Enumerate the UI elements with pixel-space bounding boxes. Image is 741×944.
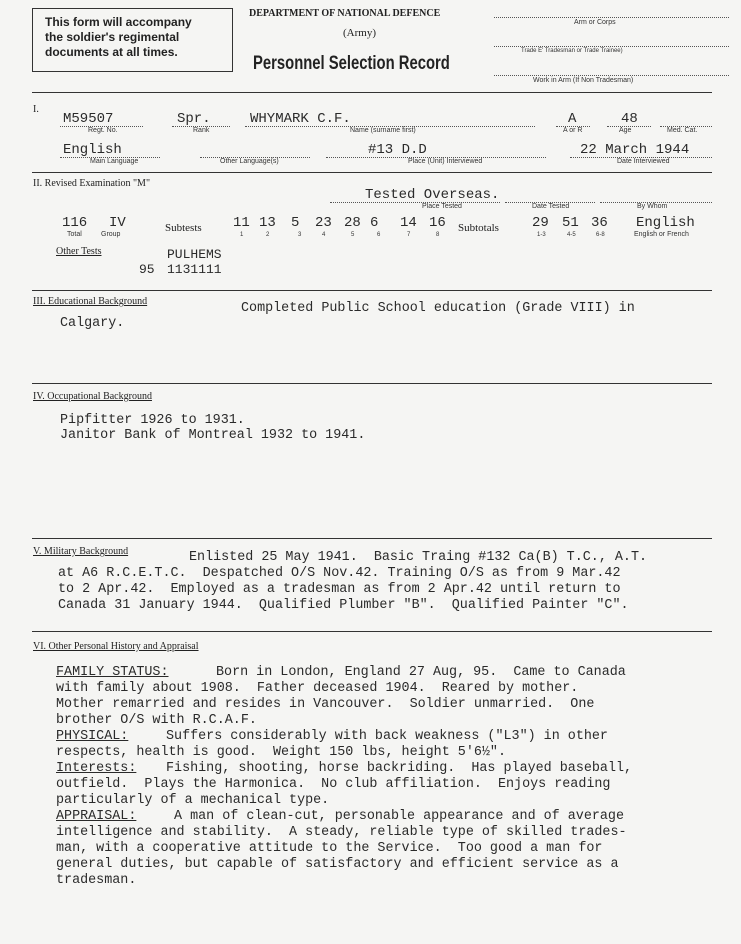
interests-line-1: Fishing, shooting, horse backriding. Has played baseball, bbox=[166, 761, 633, 776]
regt-no-value: M59507 bbox=[63, 111, 114, 127]
notice-box bbox=[32, 8, 233, 72]
main-language-label: Main Language bbox=[90, 158, 139, 165]
arm-corps-line bbox=[494, 17, 729, 18]
section-2-heading: II. Revised Examination "M" bbox=[33, 178, 151, 189]
subtotal-value: 29 bbox=[532, 215, 549, 231]
subtest-value: 11 bbox=[233, 215, 250, 231]
appraisal-line-4: general duties, but capable of satisfactory and efficient service as a bbox=[56, 857, 619, 872]
subtotal-index: 1-3 bbox=[537, 232, 546, 238]
subtests-label: Subtests bbox=[165, 222, 202, 234]
subtest-index: 3 bbox=[298, 232, 302, 238]
pulhems-score: 95 bbox=[139, 262, 155, 277]
med-cat-label: Med. Cat. bbox=[667, 127, 698, 134]
date-interviewed-value: 22 March 1944 bbox=[580, 142, 690, 158]
subtest-index: 4 bbox=[322, 232, 326, 238]
pulhems-label: PULHEMS bbox=[167, 247, 222, 262]
regt-no-label: Regt. No. bbox=[88, 127, 118, 134]
subtest-value: 14 bbox=[400, 215, 417, 231]
military-line-1: Enlisted 25 May 1941. Basic Traing #132 Ca(B) T.C., A.T. bbox=[189, 550, 648, 565]
work-label: Work in Arm (If Non Tradesman) bbox=[533, 77, 634, 84]
section-5-heading: V. Military Background bbox=[33, 546, 129, 557]
place-interviewed-label: Place (Unit) Interviewed bbox=[408, 158, 483, 165]
interests-line-3: particularly of a mechanical type. bbox=[56, 793, 330, 808]
language-tested-label: English or French bbox=[634, 231, 689, 238]
subtest-value: 13 bbox=[259, 215, 276, 231]
family-line-1: Born in London, England 27 Aug, 95. Came to Canada bbox=[216, 665, 626, 680]
notice-line-3: documents at all times. bbox=[45, 45, 178, 59]
date-interviewed-label: Date Interviewed bbox=[617, 158, 670, 165]
family-status-label: FAMILY STATUS: bbox=[56, 665, 169, 680]
name-label: Name (surname first) bbox=[350, 127, 416, 134]
physical-line-1: Suffers considerably with back weakness ("L3") in other bbox=[166, 729, 608, 744]
place-tested-line bbox=[330, 202, 500, 203]
section-6-heading: VI. Other Personal History and Appraisal bbox=[33, 641, 199, 652]
physical-label: PHYSICAL: bbox=[56, 729, 129, 744]
by-whom-label: By Whom bbox=[637, 203, 668, 210]
total-value: 116 bbox=[62, 215, 88, 231]
subtest-value: 5 bbox=[291, 215, 300, 231]
education-line-1: Completed Public School education (Grade VIII) in bbox=[241, 301, 635, 316]
subtotal-index: 6-8 bbox=[596, 232, 605, 238]
form-title: Personnel Selection Record bbox=[253, 53, 450, 74]
appraisal-line-2: intelligence and stability. A steady, reliable type of skilled trades- bbox=[56, 825, 627, 840]
section-4-heading: IV. Occupational Background bbox=[33, 391, 152, 402]
divider-6 bbox=[32, 631, 712, 632]
appraisal-label: APPRAISAL: bbox=[56, 809, 137, 824]
section-3-heading: III. Educational Background bbox=[33, 296, 148, 307]
divider-2 bbox=[32, 172, 712, 173]
subtotals-label: Subtotals bbox=[458, 222, 499, 234]
place-tested-label: Place Tested bbox=[422, 203, 462, 210]
subtotal-value: 51 bbox=[562, 215, 579, 231]
language-tested-value: English bbox=[636, 215, 695, 231]
subtest-value: 16 bbox=[429, 215, 446, 231]
military-line-2: at A6 R.C.E.T.C. Despatched O/S Nov.42. Training O/S as from 9 Mar.42 bbox=[58, 566, 621, 581]
appraisal-line-3: man, with a cooperative attitude to the Service. Too good a man for bbox=[56, 841, 603, 856]
rank-label: Rank bbox=[193, 127, 210, 134]
occupation-line-1: Pipfitter 1926 to 1931. bbox=[60, 413, 245, 428]
subtotal-index: 4-5 bbox=[567, 232, 576, 238]
appraisal-line-1: A man of clean-cut, personable appearance and of average bbox=[174, 809, 624, 824]
interests-line-2: outfield. Plays the Harmonica. No club affiliation. Enjoys reading bbox=[56, 777, 611, 792]
notice-line-2: the soldier's regimental bbox=[45, 30, 180, 44]
divider-4 bbox=[32, 383, 712, 384]
subtotal-value: 36 bbox=[591, 215, 608, 231]
divider-5 bbox=[32, 538, 712, 539]
rank-value: Spr. bbox=[177, 111, 211, 127]
military-line-4: Canada 31 January 1944. Qualified Plumber "B". Qualified Painter "C". bbox=[58, 598, 629, 613]
divider-3 bbox=[32, 290, 712, 291]
age-label: Age bbox=[619, 127, 632, 134]
family-line-2: with family about 1908. Father deceased 1904. Reared by mother. bbox=[56, 681, 579, 696]
subtest-index: 2 bbox=[266, 232, 270, 238]
other-tests-label: Other Tests bbox=[56, 246, 102, 257]
name-value: WHYMARK C.F. bbox=[250, 111, 351, 127]
group-value: IV bbox=[109, 215, 126, 231]
notice-line-1: This form will accompany bbox=[45, 15, 192, 29]
appraisal-line-5: tradesman. bbox=[56, 873, 137, 888]
subtest-value: 28 bbox=[344, 215, 361, 231]
subtest-index: 5 bbox=[351, 232, 355, 238]
subtest-index: 6 bbox=[377, 232, 381, 238]
a-or-r-value: A bbox=[568, 111, 577, 127]
place-tested-value: Tested Overseas. bbox=[365, 187, 500, 203]
date-tested-label: Date Tested bbox=[532, 203, 570, 210]
army-subheading: (Army) bbox=[343, 27, 376, 39]
other-languages-label: Other Language(s) bbox=[220, 158, 279, 165]
subtest-index: 8 bbox=[436, 232, 440, 238]
arm-corps-label: Arm or Corps bbox=[574, 19, 616, 26]
total-label: Total bbox=[67, 231, 82, 238]
a-or-r-label: A or R bbox=[563, 127, 583, 134]
family-line-3: Mother remarried and resides in Vancouver. Soldier unmarried. One bbox=[56, 697, 595, 712]
place-interviewed-value: #13 D.D bbox=[368, 142, 427, 158]
trade-label: Trade E' Tradesman or Trade Trainee) bbox=[521, 48, 623, 54]
divider-1 bbox=[32, 92, 712, 93]
military-line-3: to 2 Apr.42. Employed as a tradesman as from 2 Apr.42 until return to bbox=[58, 582, 621, 597]
group-label: Group bbox=[101, 231, 121, 238]
pulhems-value: 1131111 bbox=[167, 262, 222, 277]
subtest-index: 1 bbox=[240, 232, 244, 238]
subtest-value: 6 bbox=[370, 215, 379, 231]
section-1-number: I. bbox=[33, 104, 39, 115]
work-line bbox=[494, 75, 729, 76]
interests-label: Interests: bbox=[56, 761, 137, 776]
trade-line bbox=[494, 46, 729, 47]
main-language-value: English bbox=[63, 142, 122, 158]
age-value: 48 bbox=[621, 111, 638, 127]
family-line-4: brother O/S with R.C.A.F. bbox=[56, 713, 257, 728]
occupation-line-2: Janitor Bank of Montreal 1932 to 1941. bbox=[60, 428, 366, 443]
department-heading: DEPARTMENT OF NATIONAL DEFENCE bbox=[249, 8, 441, 19]
subtest-index: 7 bbox=[407, 232, 411, 238]
subtest-value: 23 bbox=[315, 215, 332, 231]
physical-line-2: respects, health is good. Weight 150 lbs, height 5'6½". bbox=[56, 745, 506, 760]
education-line-2: Calgary. bbox=[60, 316, 125, 331]
